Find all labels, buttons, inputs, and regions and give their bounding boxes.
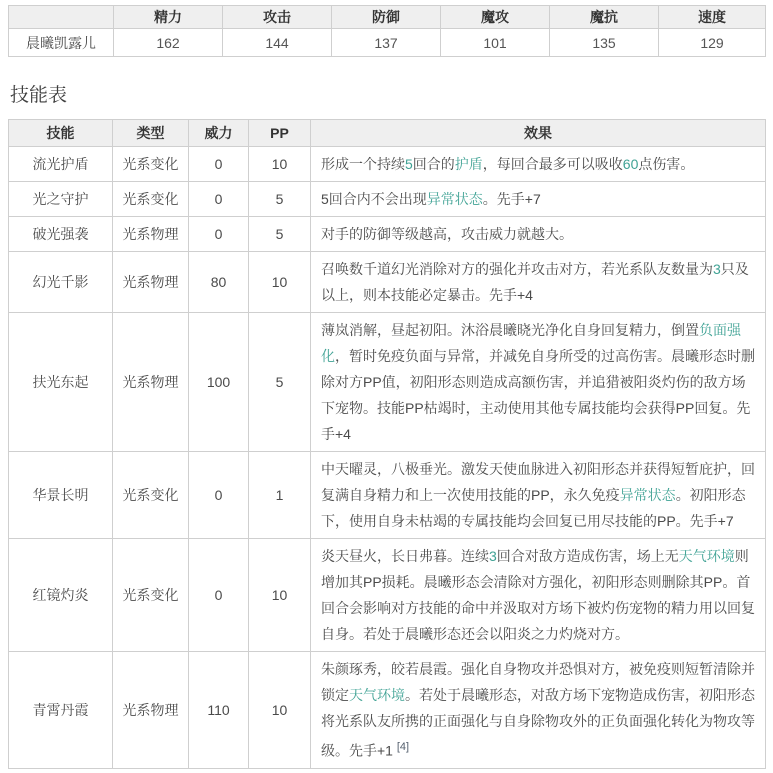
- effect-text: 薄岚消解，昼起初阳。沐浴晨曦晓光净化自身回复精力，倒置: [321, 322, 699, 338]
- skill-column-header: 效果: [311, 120, 766, 147]
- skill-power: 0: [189, 539, 249, 652]
- effect-text: 只及以上，则本技能必定暴击。先手+4: [321, 261, 749, 303]
- skill-column-header: 类型: [113, 120, 189, 147]
- skill-type: 光系变化: [113, 182, 189, 217]
- skill-power: 0: [189, 452, 249, 539]
- skills-table: [8, 119, 766, 769]
- skill-type: 光系物理: [113, 252, 189, 313]
- skill-row: [9, 147, 766, 182]
- skill-power: 0: [189, 147, 249, 182]
- skill-power: 80: [189, 252, 249, 313]
- skill-type: 光系物理: [113, 652, 189, 769]
- stats-header-corner: [9, 6, 114, 29]
- skill-pp: 5: [249, 182, 311, 217]
- skill-name: 红镜灼炎: [9, 539, 113, 652]
- stats-table: [8, 5, 766, 57]
- effect-text: 5回合内不会出现: [321, 191, 427, 207]
- stat-value: 162: [114, 29, 223, 57]
- skill-name: 幻光千影: [9, 252, 113, 313]
- skill-name: 扶光东起: [9, 313, 113, 452]
- effect-text: 形成一个持续: [321, 156, 405, 172]
- skill-name: 华景长明: [9, 452, 113, 539]
- skill-name: 破光强袭: [9, 217, 113, 252]
- effect-text: 。若处于晨曦形态，对敌方场下宠物造成伤害，初阳形态将光系队友所携的正面强化与自身除物攻外的正负面强化转化为物攻等级。先手+1: [321, 687, 755, 759]
- skill-type: 光系变化: [113, 539, 189, 652]
- skills-table-body: [9, 147, 766, 769]
- effect-text: 回合对敌方造成伤害，场上无: [496, 548, 679, 564]
- effect-text: ，暂时免疫负面与异常，并减免自身所受的过高伤害。晨曦形态时删除对方PP值，初阳形态则造成高额伤害，并追猎被阳炎灼伤的敌方场下宠物。技能PP枯竭时，主动使用其他专属技能均会获得PP回复。先手+4: [321, 348, 755, 442]
- stat-header: 防御: [332, 6, 441, 29]
- skill-effect: [311, 539, 766, 652]
- pet-name: 晨曦凯露儿: [9, 29, 114, 57]
- skill-column-header: PP: [249, 120, 311, 147]
- stat-header: 精力: [114, 6, 223, 29]
- stat-header: 魔攻: [441, 6, 550, 29]
- skill-power: 0: [189, 217, 249, 252]
- effect-text: 朱颜琢秀，皎若晨霞。强化自身物攻并恐惧对方，被免疫则短暂清除并锁定: [321, 661, 755, 703]
- skill-column-header: 威力: [189, 120, 249, 147]
- skill-pp: 5: [249, 313, 311, 452]
- skill-row: [9, 652, 766, 769]
- skill-row: [9, 182, 766, 217]
- stat-value: 129: [659, 29, 766, 57]
- term-link[interactable]: 异常状态: [426, 191, 483, 207]
- skill-power: 100: [189, 313, 249, 452]
- term-link[interactable]: 60: [622, 156, 639, 172]
- skill-pp: 5: [249, 217, 311, 252]
- skill-effect: [311, 147, 766, 182]
- stat-value: 135: [550, 29, 659, 57]
- skill-effect: [311, 452, 766, 539]
- skill-pp: 10: [249, 147, 311, 182]
- skill-type: 光系变化: [113, 147, 189, 182]
- effect-text: 中天曜灵，八极垂光。激发天使血脉进入初阳形态并获得短暂庇护，回复满自身精力和上一次使用技能的PP，永久免疫: [321, 461, 755, 503]
- skill-row: [9, 452, 766, 539]
- citation-link[interactable]: [4]: [396, 741, 410, 753]
- term-link[interactable]: 3: [489, 548, 497, 564]
- skill-effect: [311, 313, 766, 452]
- skill-name: 光之守护: [9, 182, 113, 217]
- term-link[interactable]: 天气环境: [678, 548, 735, 564]
- skills-header-row: [9, 120, 766, 147]
- stats-value-row: [9, 29, 766, 57]
- skill-type: 光系物理: [113, 217, 189, 252]
- skill-type: 光系变化: [113, 452, 189, 539]
- effect-text: 点伤害。: [638, 156, 695, 172]
- term-link[interactable]: 5: [405, 156, 413, 172]
- skill-power: 110: [189, 652, 249, 769]
- effect-text: ，每回合最多可以吸收: [482, 156, 623, 172]
- skill-power: 0: [189, 182, 249, 217]
- term-link[interactable]: 3: [713, 261, 721, 277]
- skill-effect: [311, 252, 766, 313]
- effect-text: 则增加其PP损耗。晨曦形态会清除对方强化，初阳形态则删除其PP。首回合会影响对方技能的命中并汲取对方场下被灼伤宠物的精力用以回复自身。若处于晨曦形态还会以阳炎之力灼烧对方。: [321, 548, 755, 642]
- skill-type: 光系物理: [113, 313, 189, 452]
- skill-effect: [311, 182, 766, 217]
- stat-value: 101: [441, 29, 550, 57]
- stat-value: 144: [223, 29, 332, 57]
- skill-pp: 10: [249, 539, 311, 652]
- stats-header-row: [9, 6, 766, 29]
- skill-pp: 10: [249, 652, 311, 769]
- skill-pp: 1: [249, 452, 311, 539]
- effect-text: 炎天昼火，长日弗暮。连续: [321, 548, 489, 564]
- effect-text: 对手的防御等级越高，攻击威力就越大。: [321, 226, 573, 242]
- term-link[interactable]: 负面强化: [321, 322, 741, 364]
- skill-name: 青霄丹霞: [9, 652, 113, 769]
- skill-row: [9, 539, 766, 652]
- stat-value: 137: [332, 29, 441, 57]
- term-link[interactable]: 护盾: [454, 156, 483, 172]
- effect-text: 。初阳形态下，使用自身未枯竭的专属技能均会回复已用尽技能的PP。先手+7: [321, 487, 746, 529]
- skill-row: [9, 217, 766, 252]
- stat-header: 魔抗: [550, 6, 659, 29]
- skill-effect: [311, 652, 766, 769]
- skill-column-header: 技能: [9, 120, 113, 147]
- stat-header: 速度: [659, 6, 766, 29]
- term-link[interactable]: 异常状态: [619, 487, 676, 503]
- skill-row: [9, 252, 766, 313]
- effect-text: 。先手+7: [482, 191, 541, 207]
- section-title: 技能表: [10, 85, 68, 106]
- effect-text: 召唤数千道幻光消除对方的强化并攻击对方，若光系队友数量为: [321, 261, 713, 277]
- skill-effect: [311, 217, 766, 252]
- skill-pp: 10: [249, 252, 311, 313]
- effect-text: 回合的: [412, 156, 455, 172]
- term-link[interactable]: 天气环境: [349, 687, 405, 703]
- skill-row: [9, 313, 766, 452]
- stat-header: 攻击: [223, 6, 332, 29]
- skill-name: 流光护盾: [9, 147, 113, 182]
